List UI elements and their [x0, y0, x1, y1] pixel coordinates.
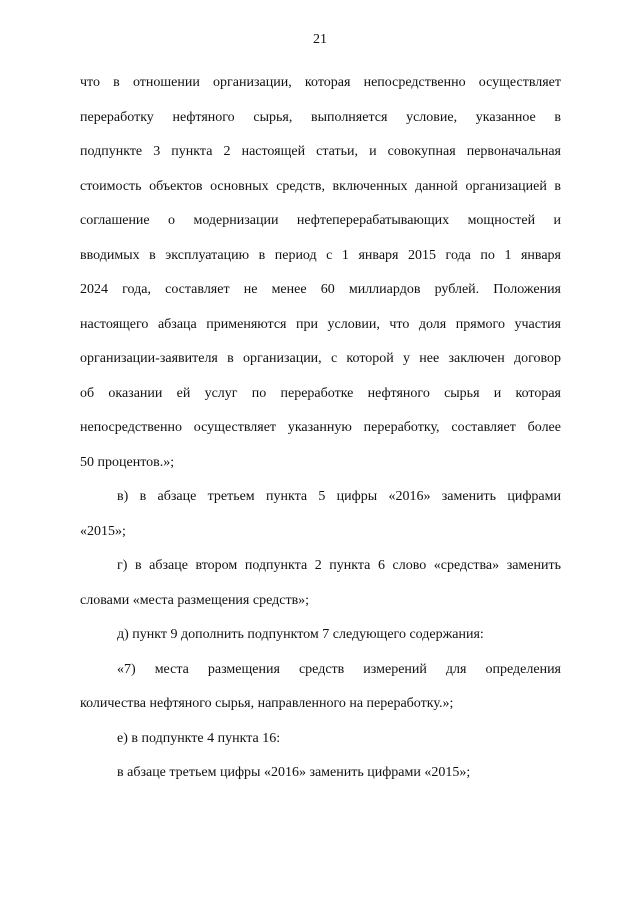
text-line: что в отношении организации, которая непосредственно осуществляет	[80, 75, 561, 90]
text-line: стоимость объектов основных средств, включенных данной организацией в	[80, 178, 561, 194]
page-number: 21	[313, 32, 327, 47]
text-line: словами «места размещения средств»;	[80, 592, 310, 608]
text-line: об оказании ей услуг по переработке нефтяного сырья и которая	[80, 385, 561, 401]
text-line: непосредственно осуществляет указанную переработку, составляет более	[80, 420, 561, 435]
text-line: 50 процентов.»;	[80, 454, 175, 470]
text-line: г) в абзаце втором подпункта 2 пункта 6 слово «средства» заменить	[117, 558, 561, 573]
text-line: вводимых в эксплуатацию в период с 1 января 2015 года по 1 января	[80, 247, 561, 263]
text-line: «2015»;	[80, 523, 126, 539]
text-line: настоящего абзаца применяются при условии, что доля прямого участия	[80, 316, 561, 332]
text-line: е) в подпункте 4 пункта 16:	[117, 730, 281, 746]
text-line: количества нефтяного сырья, направленного на переработку.»;	[80, 696, 454, 711]
text-line: переработку нефтяного сырья, выполняется условие, указанное в	[80, 109, 561, 125]
text-line: подпункте 3 пункта 2 настоящей статьи, и совокупная первоначальная	[80, 144, 561, 159]
text-line: 2024 года, составляет не менее 60 миллиардов рублей. Положения	[80, 282, 561, 297]
document-body	[80, 66, 561, 791]
text-line: «7) места размещения средств измерений для определения	[117, 661, 561, 677]
text-line: в абзаце третьем цифры «2016» заменить цифрами «2015»;	[117, 765, 471, 780]
text-line: в) в абзаце третьем пункта 5 цифры «2016» заменить цифрами	[117, 489, 561, 504]
text-line: д) пункт 9 дополнить подпунктом 7 следующего содержания:	[117, 627, 484, 642]
text-line: организации-заявителя в организации, с которой у нее заключен договор	[80, 351, 561, 366]
text-line: соглашение о модернизации нефтеперерабатывающих мощностей и	[80, 213, 561, 228]
